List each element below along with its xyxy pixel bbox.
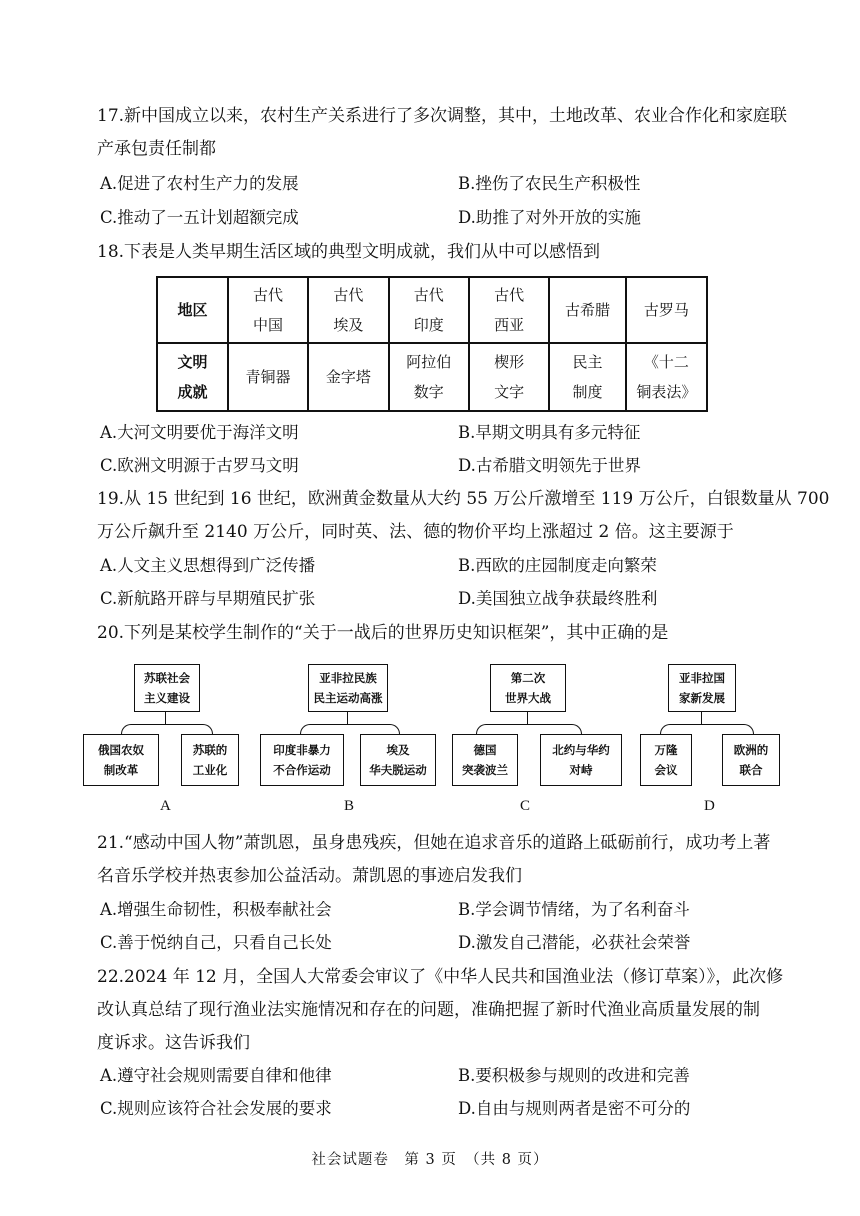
framework-top-box: [134, 664, 200, 712]
table-cell-text: 金字塔: [325, 368, 371, 386]
q19-option-c: C.新航路开辟与早期殖民扩张: [100, 589, 316, 608]
box-text: 万隆: [654, 743, 678, 757]
framework-right-box: [181, 734, 239, 786]
box-text: 主义建设: [144, 691, 190, 705]
framework-a-label: A: [160, 798, 171, 814]
table-cell-text: 青铜器: [245, 368, 291, 386]
box-text: 对峙: [569, 763, 593, 777]
table-cell-achievement: [308, 343, 388, 411]
table-cell-region: [228, 277, 308, 343]
box-text: 会议: [654, 763, 678, 777]
framework-left-box: [260, 734, 344, 786]
table-cell-text: 文明: [177, 353, 208, 371]
table-cell-text: 古希腊: [565, 301, 611, 319]
q17-stem-line2: 产承包责任制都: [97, 139, 216, 159]
box-text: 不合作运动: [273, 763, 331, 777]
table-cell-text: 古代: [333, 286, 364, 304]
q17-option-d: D.助推了对外开放的实施: [458, 208, 641, 227]
framework-top-box: [668, 664, 736, 712]
framework-right-box: [540, 734, 622, 786]
table-cell-text: 印度: [413, 316, 444, 334]
q19-stem-line1: 19.从 15 世纪到 16 世纪，欧洲黄金数量从大约 55 万公斤激增至 119 万公斤，白银数量从 700: [97, 489, 830, 509]
q21-stem-line1: 21.“感动中国人物”萧凯恩，虽身患残疾，但她在追求音乐的道路上砥砺前行，成功考上著: [97, 833, 771, 853]
q17-option-c: C.推动了一五计划超额完成: [100, 208, 299, 227]
table-cell-text: 民主: [572, 353, 603, 371]
q21-option-d: D.激发自己潜能，必获社会荣誉: [458, 933, 691, 952]
framework-d-label: D: [704, 798, 715, 814]
table-cell-region: [308, 277, 388, 343]
q18-option-a: A.大河文明要优于海洋文明: [100, 423, 299, 442]
box-text: 埃及: [386, 743, 410, 757]
table-row-regions: [157, 277, 707, 343]
q20-stem-line1: 20.下列是某校学生制作的“关于一战后的世界历史知识框架”，其中正确的是: [97, 623, 669, 643]
q17-stem-line1: 17.新中国成立以来，农村生产关系进行了多次调整，其中，土地改革、农业合作化和家庭联: [97, 106, 788, 126]
table-cell-region: [469, 277, 549, 343]
box-text: 世界大战: [505, 691, 551, 705]
table-cell-region: [389, 277, 469, 343]
q21-stem-line2: 名音乐学校并热衷参加公益活动。萧凯恩的事迹启发我们: [97, 866, 522, 886]
table-cell-text: 制度: [572, 383, 603, 401]
q19-option-a: A.人文主义思想得到广泛传播: [100, 556, 316, 575]
civilization-table: [156, 276, 708, 412]
framework-d: [632, 664, 812, 788]
box-text: 第二次: [510, 671, 546, 685]
box-text: 德国: [473, 743, 497, 757]
table-cell-text: 古代: [413, 286, 444, 304]
table-cell-text: 地区: [177, 301, 208, 319]
framework-b-label: B: [344, 798, 355, 814]
table-header-region: [157, 277, 228, 343]
framework-left-box: [640, 734, 692, 786]
box-text: 联合: [739, 763, 763, 777]
q21-option-a: A.增强生命韧性，积极奉献社会: [100, 900, 332, 919]
q17-option-b: B.挫伤了农民生产积极性: [458, 174, 641, 193]
q19-option-b: B.西欧的庄园制度走向繁荣: [458, 556, 657, 575]
q18-option-c: C.欧洲文明源于古罗马文明: [100, 456, 299, 475]
connector-line: [527, 711, 528, 725]
box-text: 亚非拉民族: [319, 671, 377, 685]
q21-option-c: C.善于悦纳自己，只看自己长处: [100, 933, 332, 952]
table-cell-region: [549, 277, 626, 343]
q22-stem-line2: 改认真总结了现行渔业法实施情况和存在的问题，准确把握了新时代渔业高质量发展的制: [97, 1000, 760, 1020]
box-text: 苏联的: [192, 743, 228, 757]
table-cell-text: 古代: [494, 286, 525, 304]
table-cell-text: 《十二: [643, 353, 689, 371]
table-cell-text: 铜表法》: [636, 383, 697, 401]
q22-option-d: D.自由与规则两者是密不可分的: [458, 1099, 691, 1118]
box-text: 家新发展: [679, 691, 725, 705]
box-text: 俄国农奴: [98, 743, 144, 757]
q22-option-a: A.遵守社会规则需要自律和他律: [100, 1066, 332, 1085]
table-cell-text: 古罗马: [643, 301, 689, 319]
table-cell-text: 数字: [413, 383, 444, 401]
table-row-achievements: [157, 343, 707, 411]
table-cell-achievement: [389, 343, 469, 411]
table-header-achievement: [157, 343, 228, 411]
box-text: 制改革: [103, 763, 139, 777]
box-text: 突袭波兰: [462, 763, 508, 777]
q22-stem-line3: 度诉求。这告诉我们: [97, 1033, 250, 1053]
box-text: 工业化: [192, 763, 228, 777]
table-cell-text: 中国: [253, 316, 284, 334]
framework-right-box: [360, 734, 436, 786]
q18-option-d: D.古希腊文明领先于世界: [458, 456, 641, 475]
table-cell-text: 文字: [494, 383, 525, 401]
q18-option-b: B.早期文明具有多元特征: [458, 423, 641, 442]
table-cell-achievement: [549, 343, 626, 411]
box-text: 华夫脱运动: [369, 763, 427, 777]
table-cell-text: 埃及: [333, 316, 364, 334]
q21-option-b: B.学会调节情绪，为了名利奋斗: [458, 900, 690, 919]
framework-c-label: C: [520, 798, 531, 814]
q22-option-b: B.要积极参与规则的改进和完善: [458, 1066, 690, 1085]
box-text: 欧洲的: [733, 743, 769, 757]
box-text: 北约与华约: [552, 743, 610, 757]
box-text: 苏联社会: [144, 671, 190, 685]
table-cell-text: 阿拉伯: [406, 353, 452, 371]
table-cell-achievement: [626, 343, 707, 411]
connector-line: [701, 711, 702, 725]
box-text: 亚非拉国: [679, 671, 725, 685]
q19-stem-line2: 万公斤飙升至 2140 万公斤，同时英、法、德的物价平均上涨超过 2 倍。这主要源于: [97, 522, 734, 542]
framework-top-box: [490, 664, 566, 712]
table-cell-achievement: [469, 343, 549, 411]
connector-line: [165, 711, 166, 725]
framework-right-box: [722, 734, 780, 786]
q22-option-c: C.规则应该符合社会发展的要求: [100, 1099, 332, 1118]
connector-line: [347, 711, 348, 725]
table-cell-region: [626, 277, 707, 343]
framework-b: [256, 664, 436, 788]
box-text: 印度非暴力: [273, 743, 331, 757]
table-cell-text: 西亚: [494, 316, 525, 334]
table-cell-text: 楔形: [494, 353, 525, 371]
framework-c: [444, 664, 624, 788]
page-footer: 社会试题卷 第 3 页 （共 8 页）: [311, 1152, 549, 1168]
q19-option-d: D.美国独立战争获最终胜利: [458, 589, 658, 608]
framework-left-box: [452, 734, 518, 786]
q18-stem-line1: 18.下表是人类早期生活区域的典型文明成就，我们从中可以感悟到: [97, 242, 601, 262]
q17-option-a: A.促进了农村生产力的发展: [100, 174, 299, 193]
table-cell-text: 古代: [253, 286, 284, 304]
table-cell-text: 成就: [177, 383, 208, 401]
framework-left-box: [83, 734, 159, 786]
table-cell-achievement: [228, 343, 308, 411]
q22-stem-line1: 22.2024 年 12 月，全国人大常委会审议了《中华人民共和国渔业法（修订草案）》，此次修: [97, 967, 784, 987]
framework-top-box: [308, 664, 388, 712]
box-text: 民主运动高涨: [313, 691, 383, 705]
framework-a: [77, 664, 257, 788]
